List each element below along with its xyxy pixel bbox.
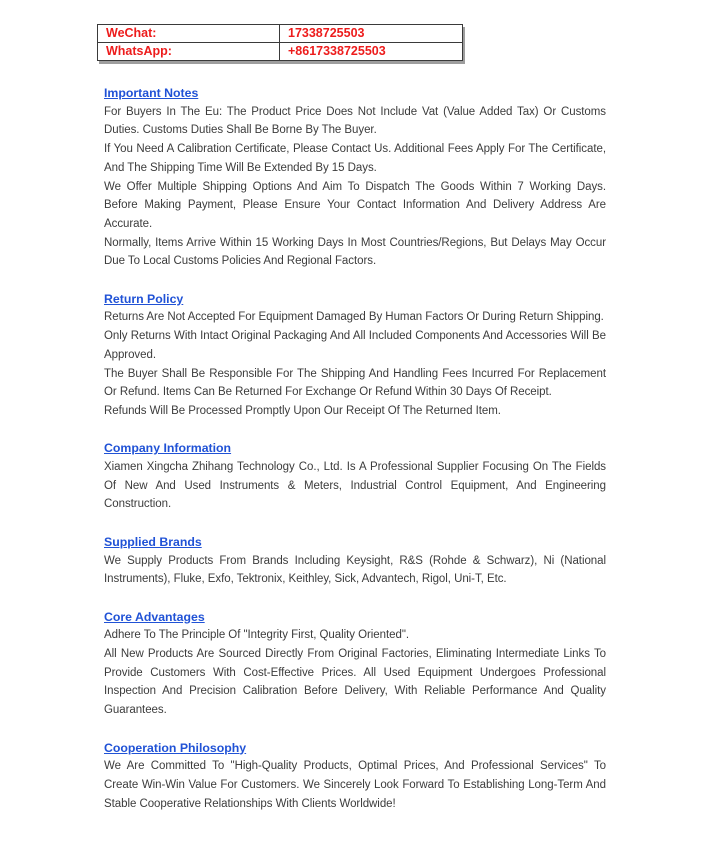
paragraph: Returns Are Not Accepted For Equipment Damaged By Human Factors Or During Return Shipping. bbox=[104, 311, 604, 324]
contact-label: WeChat: bbox=[98, 25, 280, 43]
paragraph: Normally, Items Arrive Within 15 Working Days In Most Countries/Regions, But Delays May Occur Due To Local Customs Policies And Regional Factors. bbox=[104, 236, 606, 268]
paragraph: The Buyer Shall Be Responsible For The Shipping And Handling Fees Incurred For Replacement Or Refund. Items Can Be Returned For Exchange Or Refund Within 30 Days Of Receipt. bbox=[104, 367, 606, 399]
document-section bbox=[104, 608, 606, 720]
paragraph: Only Returns With Intact Original Packaging And All Included Components And Accessories Will Be Approved. bbox=[104, 330, 606, 361]
paragraph: Adhere To The Principle Of "Integrity First, Quality Oriented". bbox=[104, 629, 409, 642]
contact-label: WhatsApp: bbox=[98, 43, 280, 61]
paragraph: We Are Committed To "High-Quality Products, Optimal Prices, And Professional Services" To Create Win-Win Value For Customers. We Sincerely Look Forward To Establishing Long-Term And Stable Cooperative Relationships With Clients Worldwide! bbox=[104, 760, 606, 810]
contact-value: 17338725503 bbox=[280, 25, 463, 43]
paragraph: All New Products Are Sourced Directly From Original Factories, Eliminating Intermediate Links To Provide Customers With Cost-Effective Prices. All Used Equipment Undergoes Professional Inspection And Precision Calibration Before Delivery, With Reliable Performance And Quality Guarantees. bbox=[104, 648, 606, 717]
section-heading: Core Advantages bbox=[104, 609, 205, 624]
document-body bbox=[104, 84, 606, 832]
section-heading: Company Information bbox=[104, 441, 232, 456]
section-heading: Supplied Brands bbox=[104, 534, 202, 549]
section-paragraphs bbox=[104, 757, 606, 813]
paragraph: For Buyers In The Eu: The Product Price Does Not Include Vat (Value Added Tax) Or Customs Duties. Customs Duties Shall Be Borne By The Buyer. bbox=[104, 105, 606, 137]
contact-table bbox=[97, 24, 463, 61]
document-section bbox=[104, 533, 606, 589]
paragraph: We Offer Multiple Shipping Options And Aim To Dispatch The Goods Within 7 Working Days. Before Making Payment, Please Ensure Your Contact Information And Delivery Address Are Accurate. bbox=[104, 180, 606, 230]
section-heading: Return Policy bbox=[104, 291, 184, 306]
contact-row bbox=[98, 25, 463, 43]
section-heading: Important Notes bbox=[104, 86, 199, 100]
document-section bbox=[104, 290, 606, 421]
paragraph: Refunds Will Be Processed Promptly Upon Our Receipt Of The Returned Item. bbox=[104, 404, 501, 417]
paragraph: We Supply Products From Brands Including Keysight, R&S (Rohde & Schwarz), Ni (National Instruments), Fluke, Exfo, Tektronix, Keithley, Sick, Advantech, Rigol, Uni-T, Etc. bbox=[104, 554, 606, 586]
contact-value: +8617338725503 bbox=[280, 43, 463, 61]
section-paragraphs bbox=[104, 103, 606, 271]
document-section bbox=[104, 84, 606, 271]
section-paragraphs bbox=[104, 552, 606, 589]
section-paragraphs bbox=[104, 308, 606, 420]
section-paragraphs bbox=[104, 458, 606, 514]
section-heading: Cooperation Philosophy bbox=[104, 740, 247, 755]
paragraph: If You Need A Calibration Certificate, Please Contact Us. Additional Fees Apply For The Certificate, And The Shipping Time Will Be Extended By 15 Days. bbox=[104, 143, 606, 174]
contact-table-body bbox=[98, 25, 463, 61]
document-section bbox=[104, 439, 606, 514]
document-section bbox=[104, 739, 606, 814]
section-paragraphs bbox=[104, 626, 606, 720]
paragraph: Xiamen Xingcha Zhihang Technology Co., Ltd. Is A Professional Supplier Focusing On The Fields Of New And Used Instruments & Meters, Industrial Control Equipment, And Engineering Construction. bbox=[104, 461, 606, 511]
contact-row bbox=[98, 43, 463, 61]
